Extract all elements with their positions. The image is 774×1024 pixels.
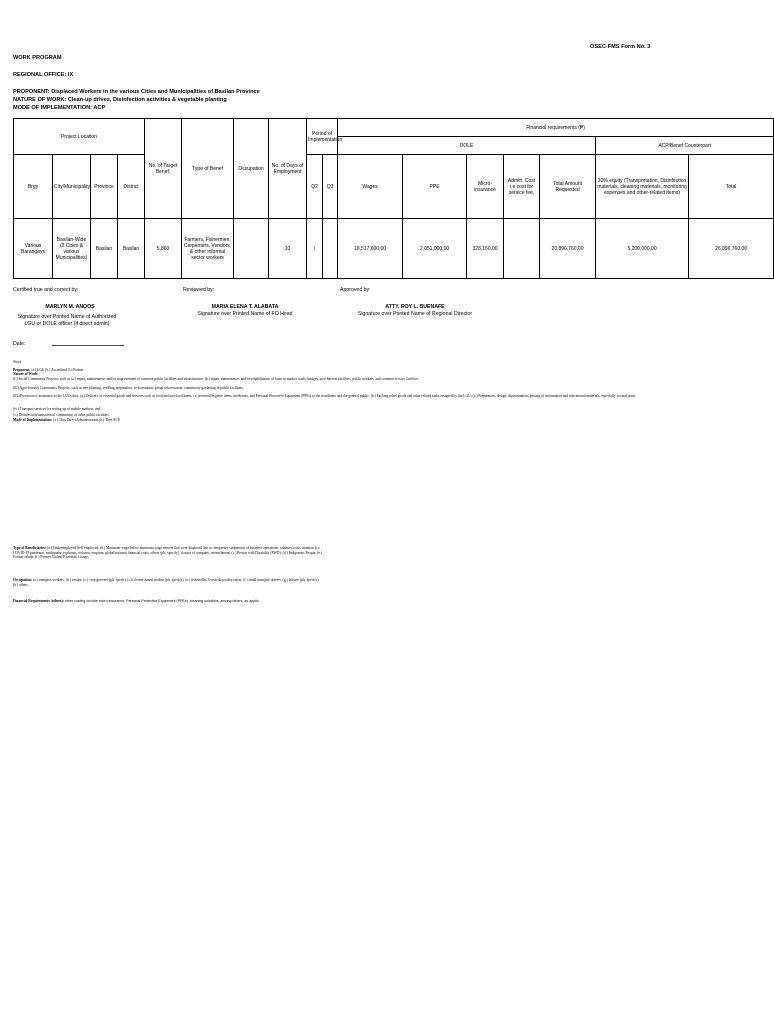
period-header: Period of Implementation (307, 119, 338, 155)
cell-q3 (323, 219, 338, 279)
micro-header: Micro-insurance (467, 155, 504, 219)
notes-mode-label: Mode of Implementation: (13, 417, 53, 422)
table-row (14, 219, 774, 279)
notes-nature-iii: (III.)Provision of assistance to the LGUs thru: (a.) Delivery of essential goods and services such as food and non-food items, i.e. personal hygiene items, medicines, and Personal Protective Equipment (PPEs) to the frontliners and the general public; (b.) Packing relief goods and other related tasks assigned by the LGU; (c.) Preparation, design, dissemination, posting of information and educational materials, especially in rural areas. (13, 393, 637, 398)
approved-title: Signature over Printed Name of Regional Director (357, 311, 473, 317)
notes-proponent-label: Proponent: (13, 367, 31, 372)
date-label: Date: (13, 341, 26, 347)
reviewed-label: Reviewed by: (183, 287, 215, 293)
notes-mode-text: (a.) Thru Direct Administration (b.) Thru ACP (52, 417, 120, 422)
province-header: Province (91, 155, 118, 219)
financial-header: Financial requirements (₱) (338, 119, 774, 137)
project-location-header: Project Location (14, 119, 145, 155)
work-program-table (13, 118, 774, 279)
approved-name: ATTY. ROY L. BUENAFE (385, 304, 445, 310)
cell-ppe: 2,051,000.00 (403, 219, 467, 279)
district-header: District (118, 155, 145, 219)
notes-occ-label: Occupation: (13, 578, 32, 582)
q3-header: Q3 (323, 155, 338, 219)
cell-total: 26,096,760.00 (689, 219, 774, 279)
cell-brgy: Various Barangays (14, 219, 53, 279)
notes-nature-iv: (iv.) Transport services for setting up of mobile markets; and (13, 406, 101, 411)
notes-fin-text: other costing include micro insurance, Personal Protective Equipment (PPEs), cleaning solutions, among others, as applic. (63, 599, 260, 603)
cell-micro: 328,160.00 (467, 219, 504, 279)
cell-city: Basilan-Wide (2 Cities & various Municipalities) (53, 219, 91, 279)
notes-nature-v: (v.) Disinfection/sanitation of community, or other public facilities. (13, 413, 110, 418)
city-header: City/Municipality (53, 155, 91, 219)
document-title: WORK PROGRAM (13, 55, 62, 61)
notes-proponent-text: (a.) LGU (b.) Accredited Co-Partner (30, 367, 84, 372)
reviewed-name: MARIA ELENA T. ALABATA (211, 304, 279, 310)
notes-benef-text: (a.) Underemployed/Self-employed, (b.) Minimum wage/below minimum wage earners that were displaced due to: temporary suspension of business operations, calamity/crisis situation (i.e. COVID-19 pandemic, earthquake, typhoons, volcanic eruption, global/national financial crisis, others (pls. specify), closure of company, retrenchment; (c.) Person with Disability (PWD); (d.) Indigenous People; (e.) Former rebels; (f.) Former Violent Extremist Groups (13, 546, 323, 560)
notes-fin-label: Financial Requirements (others): (13, 599, 64, 603)
cell-admin (504, 219, 540, 279)
notes-section (13, 360, 753, 422)
ppe-header: PPE (403, 155, 467, 219)
wages-header: Wages (338, 155, 403, 219)
proponent: PROPONENT: Displaced Workers in the various Cities and Municipalities of Basilan Province (13, 89, 260, 95)
cell-target: 5,860 (145, 219, 182, 279)
reviewed-title: Signature over Printed Name of FO Head (197, 311, 293, 317)
cell-equity: 5,200,000.00 (596, 219, 689, 279)
no-days-header: No. of Days of Employment (269, 119, 307, 219)
brgy-header: Brgy (14, 155, 53, 219)
notes-title: Notes: (13, 360, 23, 364)
cell-occupation (234, 219, 269, 279)
total-req-header: Total Amount Requested (540, 155, 596, 219)
cell-wages: 18,517,600.00 (338, 219, 403, 279)
regional-office: REGIONAL OFFICE: IX (13, 72, 74, 78)
cell-days: 10 (269, 219, 307, 279)
type-benef-header: Type of Benef (182, 119, 234, 219)
notes-nature-i: (I.) Social Community Projects, such as (a.) repair, maintenance, and/or improvement of common public facilities and infrastructure; (b.) repair, maintenance, and/or rehabilitation of farm-to-market roads, bridges, post-harvest facilities, public markets, and common service facilities (13, 376, 419, 381)
form-number: OSEC-FMS Form No. 3 (590, 44, 651, 50)
acp-header: ACP/Benef Counterpart (596, 137, 774, 155)
notes-nature-ii: (II.) Agro-forestry Community Projects, such as tree planting, seedling preparation, re-forestation, group reforestation, community gardening in public facilities; (13, 386, 244, 391)
notes-nature-label: Nature of Work: (13, 372, 39, 377)
dole-header: DOLE (338, 137, 596, 155)
q2-header: Q2 (307, 155, 323, 219)
admin-header: Admin. Cost i.e cost for service fee, (504, 155, 540, 219)
notes-beneficiaries (13, 546, 323, 560)
certified-name: MARLYN M. ANOOS (45, 304, 95, 310)
no-target-header: No. of Target Benef. (145, 119, 182, 219)
cell-q2: / (307, 219, 323, 279)
occupation-header: Occupation (234, 119, 269, 219)
mode-of-implementation: MODE OF IMPLEMENTATION: ACP (13, 105, 106, 111)
nature-of-work: NATURE OF WORK: Clean-up drives, Disinfection activities & vegetable planting (13, 97, 227, 103)
cell-province: Basilan (91, 219, 118, 279)
certified-label: Certified true and correct by: (13, 287, 79, 293)
notes-occ-text: (a.) transport workers, (b.) vendor, (c.) crop growers (pls. specify), (d.) home-based worker (pls. specify), (e.) fisherfolks, livestock/poultry raiser, (f.) small transport drivers, (g.) laborer (pls. specify), (h.) others (13, 578, 320, 587)
notes-benef-label: Type of Beneficiaries: (13, 546, 47, 550)
notes-mode (13, 418, 753, 423)
date-line (52, 345, 124, 346)
approved-label: Approved by: (340, 287, 371, 293)
notes-occupation (13, 578, 323, 587)
cell-type: Farmers, Fishermen, Carpenters, Vendors, & other informal sector workers (182, 219, 234, 279)
certified-title: Signature over Printed Name of Authorized LGU or DOLE officer (if direct admin) (17, 314, 117, 327)
cell-total-req: 20,896,760.00 (540, 219, 596, 279)
equity-header: 20% equity (Transportation, Disinfection materials, cleaning materials, monitoring expenses and other-related items) (596, 155, 689, 219)
cell-district: Basilan (118, 219, 145, 279)
total-header: Total (689, 155, 774, 219)
notes-financial (13, 599, 353, 604)
